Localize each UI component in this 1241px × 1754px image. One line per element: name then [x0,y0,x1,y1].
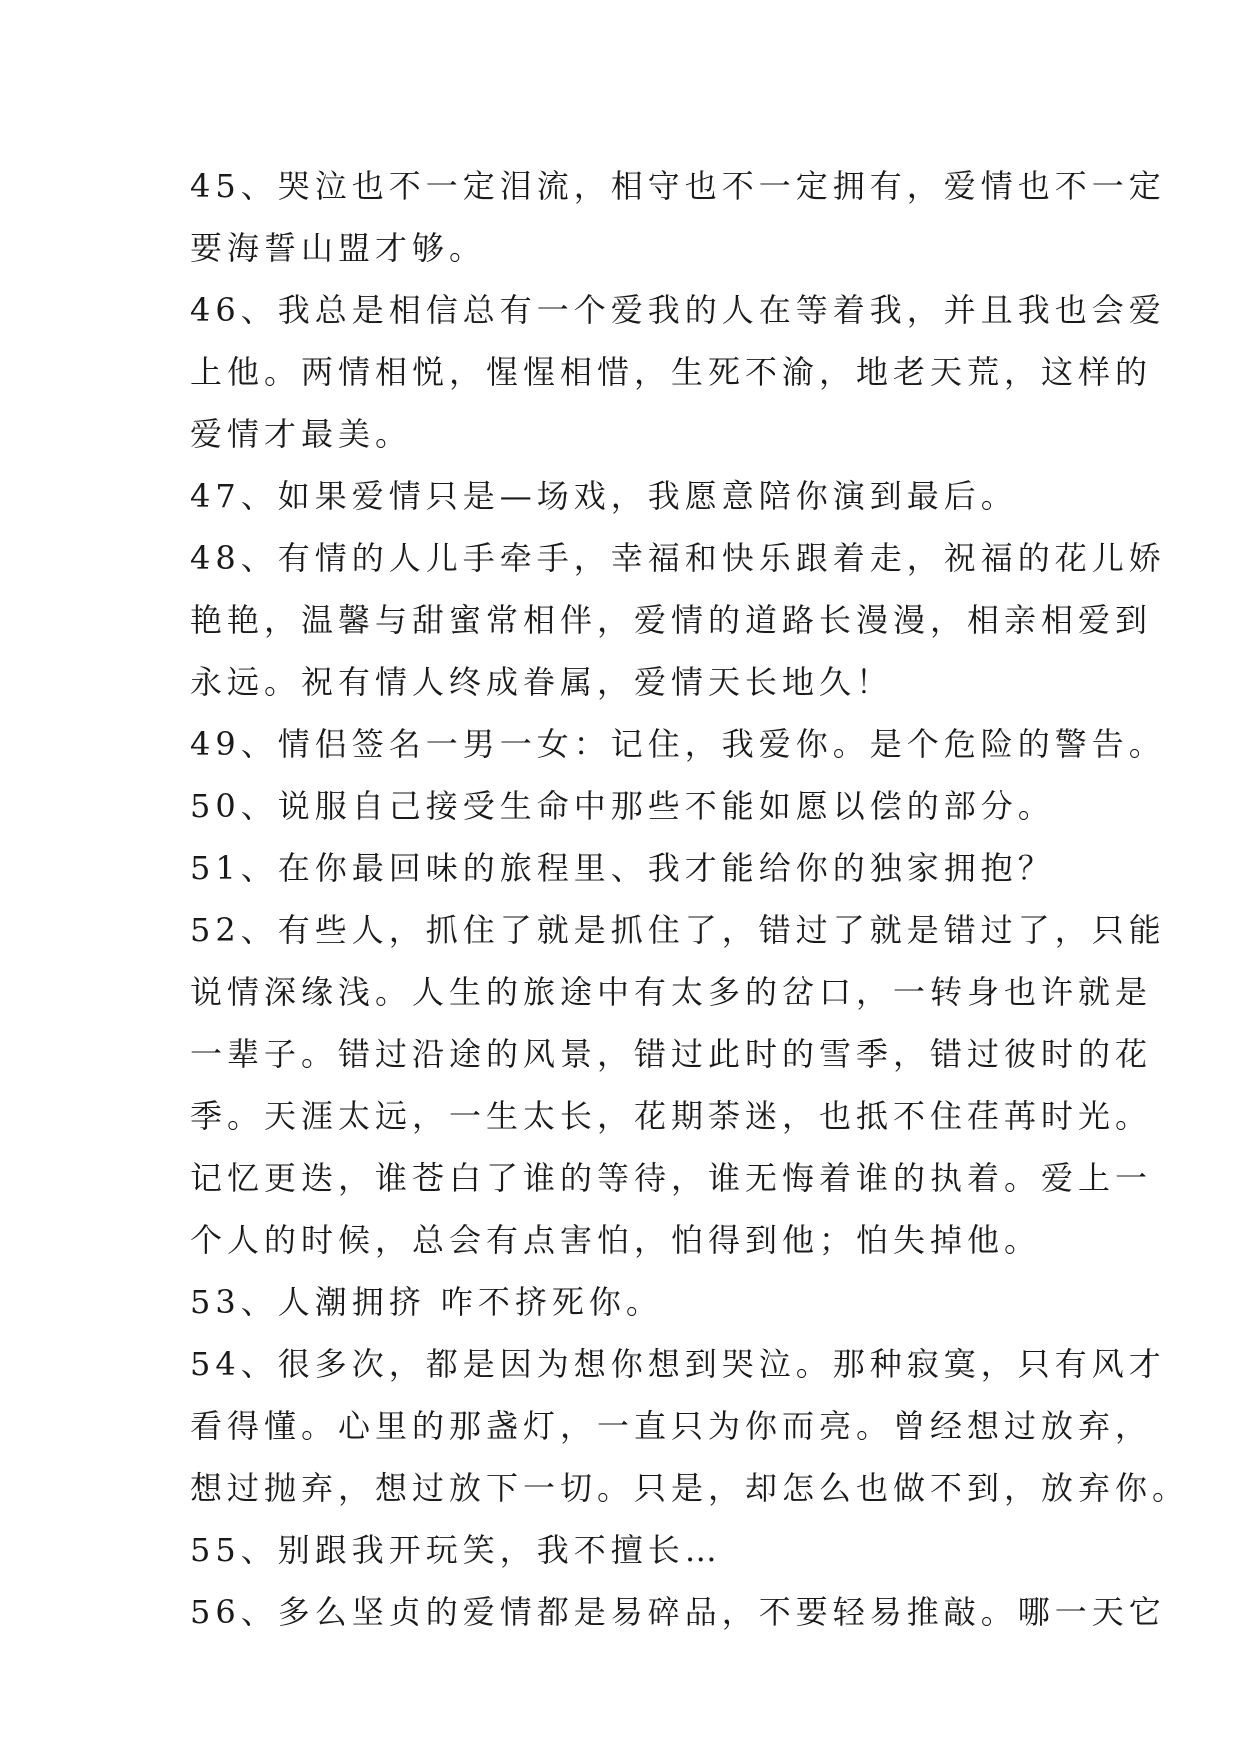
text-line: 爱情才最美。 [190,415,413,453]
text-line: 53、人潮拥挤 咋不挤死你。 [190,1283,663,1321]
text-line: 52、有些人，抓住了就是抓住了，错过了就是错过了，只能 [190,911,1166,949]
text-line: 45、哭泣也不一定泪流，相守也不一定拥有，爱情也不一定 [190,167,1166,205]
text-line: 想过抛弃，想过放下一切。只是，却怎么也做不到，放弃你。 [190,1469,1190,1507]
text-line: 54、很多次，都是因为想你想到哭泣。那种寂寞，只有风才 [190,1345,1166,1383]
text-line: 季。天涯太远，一生太长，花期荼迷，也抵不住荏苒时光。 [190,1097,1153,1135]
text-line: 51、在你最回味的旅程里、我才能给你的独家拥抱？ [190,849,1055,887]
text-line: 47、如果爱情只是—场戏，我愿意陪你演到最后。 [190,477,1018,515]
text-line: 要海誓山盟才够。 [190,229,487,267]
text-line: 看得懂。心里的那盏灯，一直只为你而亮。曾经想过放弃， [190,1407,1153,1445]
text-line: 永远。祝有情人终成眷属，爱情天长地久！ [190,663,894,701]
text-line: 说情深缘浅。人生的旅途中有太多的岔口，一转身也许就是 [190,973,1153,1011]
document-body [190,155,1190,1643]
text-line: 56、多么坚贞的爱情都是易碎品，不要轻易推敲。哪一天它 [190,1593,1166,1631]
text-line: 上他。两情相悦，惺惺相惜，生死不渝，地老天荒，这样的 [190,353,1153,391]
text-line: 个人的时候，总会有点害怕，怕得到他；怕失掉他。 [190,1221,1042,1259]
text-line: 50、说服自己接受生命中那些不能如愿以偿的部分。 [190,787,1055,825]
text-line: 55、别跟我开玩笑，我不擅长… [190,1531,722,1569]
text-line: 一辈子。错过沿途的风景，错过此时的雪季，错过彼时的花 [190,1035,1153,1073]
text-line: 49、情侣签名一男一女：记住，我爱你。是个危险的警告。 [190,725,1166,763]
text-line: 记忆更迭，谁苍白了谁的等待，谁无悔着谁的执着。爱上一 [190,1159,1153,1197]
text-line: 48、有情的人儿手牵手，幸福和快乐跟着走，祝福的花儿娇 [190,539,1166,577]
text-line: 46、我总是相信总有一个爱我的人在等着我，并且我也会爱 [190,291,1166,329]
text-line: 艳艳，温馨与甜蜜常相伴，爱情的道路长漫漫，相亲相爱到 [190,601,1153,639]
